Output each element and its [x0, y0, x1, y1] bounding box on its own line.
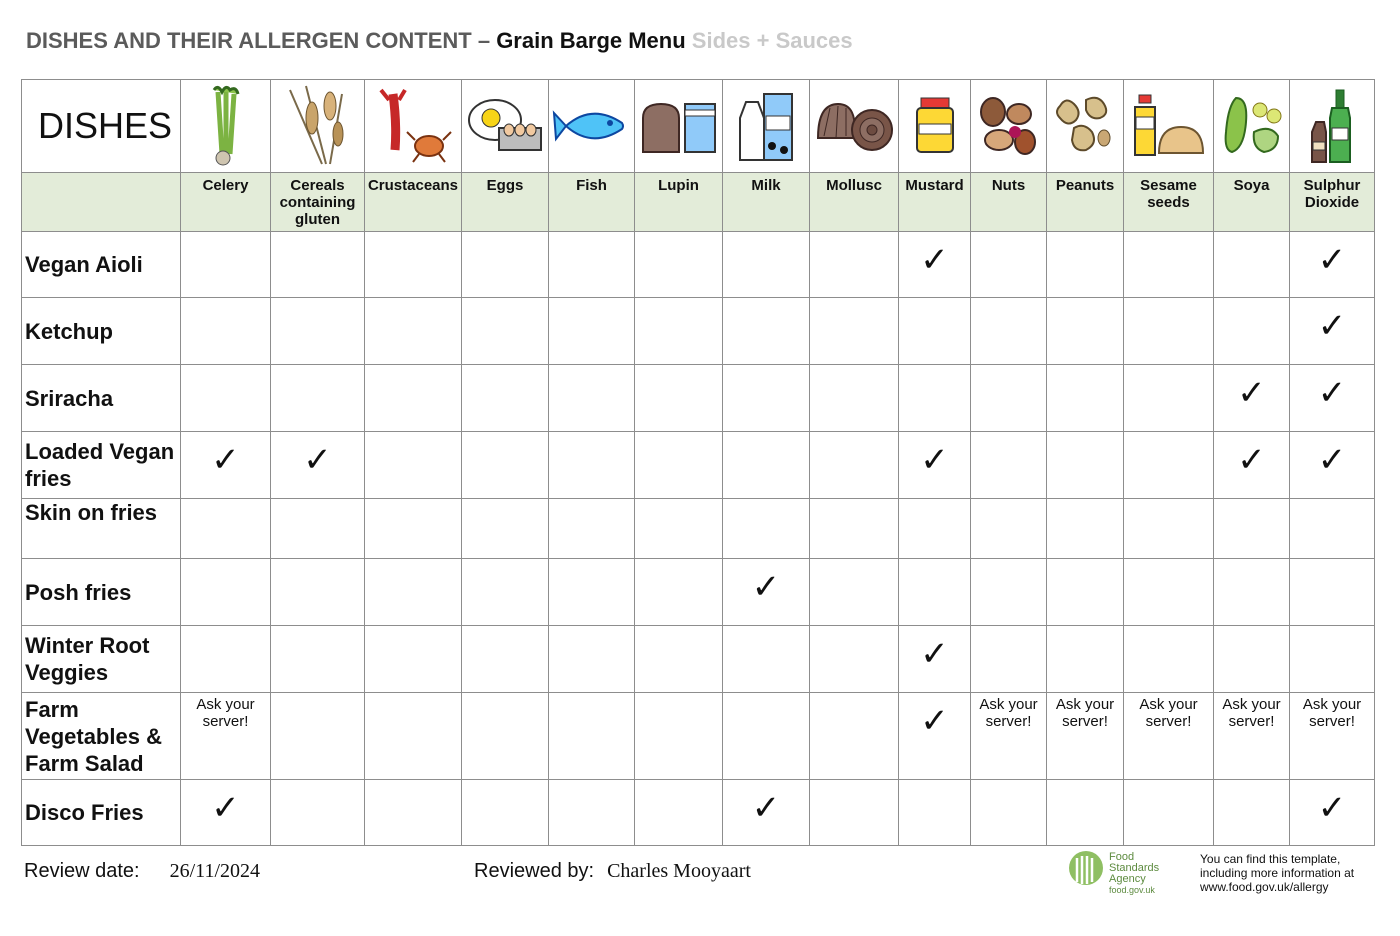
review-date-value: 26/11/2024	[169, 860, 260, 882]
allergen-tick: ✓	[899, 232, 971, 298]
empty-cell	[271, 298, 365, 365]
dish-row	[22, 780, 1375, 846]
empty-cell	[810, 298, 899, 365]
allergen-label-row	[22, 173, 1375, 232]
empty-cell	[810, 232, 899, 298]
reviewed-by-value: Charles Mooyaart	[607, 860, 751, 882]
empty-cell	[1124, 780, 1214, 846]
title-main: DISHES AND THEIR ALLERGEN CONTENT	[26, 28, 472, 53]
empty-cell	[971, 626, 1047, 693]
empty-cell	[1124, 559, 1214, 626]
empty-cell	[1124, 499, 1214, 559]
empty-cell	[1290, 626, 1375, 693]
empty-cell	[971, 559, 1047, 626]
empty-cell	[1124, 232, 1214, 298]
dish-row	[22, 432, 1375, 499]
empty-cell	[271, 365, 365, 432]
empty-cell	[971, 499, 1047, 559]
allergen-tick: ✓	[899, 432, 971, 499]
empty-cell	[810, 499, 899, 559]
empty-cell	[1047, 298, 1124, 365]
empty-cell	[549, 780, 635, 846]
empty-cell	[549, 298, 635, 365]
allergen-label: Lupin	[635, 173, 723, 232]
empty-cell	[462, 499, 549, 559]
empty-cell	[1214, 298, 1290, 365]
empty-cell	[635, 365, 723, 432]
allergen-label: Celery	[181, 173, 271, 232]
empty-cell	[181, 298, 271, 365]
empty-cell	[635, 559, 723, 626]
dish-name: Disco Fries	[22, 780, 181, 846]
dish-row	[22, 559, 1375, 626]
page-title	[26, 28, 853, 54]
reviewed-by-label: Reviewed by:	[474, 860, 595, 882]
empty-cell	[271, 626, 365, 693]
empty-cell	[365, 559, 462, 626]
empty-cell	[899, 365, 971, 432]
empty-cell	[271, 499, 365, 559]
empty-cell	[810, 780, 899, 846]
allergen-tick: ✓	[1214, 365, 1290, 432]
empty-cell	[181, 499, 271, 559]
dish-row	[22, 232, 1375, 298]
icon-row	[22, 80, 1375, 173]
empty-cell	[549, 432, 635, 499]
food-standards-agency-logo	[1068, 850, 1178, 898]
empty-cell	[181, 626, 271, 693]
empty-cell	[971, 780, 1047, 846]
empty-cell	[365, 499, 462, 559]
empty-cell	[1214, 232, 1290, 298]
empty-cell	[1124, 298, 1214, 365]
empty-cell	[365, 626, 462, 693]
empty-cell	[635, 780, 723, 846]
empty-cell	[635, 298, 723, 365]
allergen-label: Crustaceans	[365, 173, 462, 232]
ask-your-server-note: Ask your server!	[1290, 693, 1375, 780]
empty-cell	[462, 232, 549, 298]
title-menu: Grain Barge Menu	[496, 28, 686, 53]
empty-cell	[462, 298, 549, 365]
empty-cell	[271, 693, 365, 780]
allergen-tick: ✓	[1290, 232, 1375, 298]
empty-cell	[810, 626, 899, 693]
dish-row	[22, 298, 1375, 365]
allergen-label: Soya	[1214, 173, 1290, 232]
empty-cell	[365, 432, 462, 499]
empty-cell	[365, 780, 462, 846]
empty-cell	[723, 693, 810, 780]
empty-cell	[181, 365, 271, 432]
milk-icon	[723, 80, 810, 173]
mollusc-icon	[810, 80, 899, 173]
nuts-icon	[971, 80, 1047, 173]
allergen-label: Mustard	[899, 173, 971, 232]
allergen-label: Sulphur Dioxide	[1290, 173, 1375, 232]
empty-cell	[723, 298, 810, 365]
empty-cell	[723, 499, 810, 559]
empty-cell	[723, 626, 810, 693]
eggs-icon	[462, 80, 549, 173]
fsa-emblem-icon	[1068, 850, 1104, 890]
soya-icon	[1214, 80, 1290, 173]
dish-name: Skin on fries	[22, 499, 181, 559]
empty-cell	[1047, 559, 1124, 626]
allergen-tick: ✓	[723, 559, 810, 626]
empty-cell	[810, 365, 899, 432]
allergen-label: Eggs	[462, 173, 549, 232]
allergen-tick: ✓	[723, 780, 810, 846]
lupin-flour-icon	[635, 80, 723, 173]
empty-cell	[635, 499, 723, 559]
empty-cell	[462, 693, 549, 780]
empty-cell	[1214, 626, 1290, 693]
empty-cell	[365, 298, 462, 365]
empty-cell	[549, 499, 635, 559]
ask-your-server-note: Ask your server!	[971, 693, 1047, 780]
allergen-label: Milk	[723, 173, 810, 232]
empty-cell	[899, 780, 971, 846]
allergen-tick: ✓	[1290, 365, 1375, 432]
empty-cell	[1124, 626, 1214, 693]
peanuts-icon	[1047, 80, 1124, 173]
empty-cell	[1214, 559, 1290, 626]
ask-your-server-note: Ask your server!	[1124, 693, 1214, 780]
wheat-icon	[271, 80, 365, 173]
empty-cell	[971, 432, 1047, 499]
empty-cell	[1124, 432, 1214, 499]
empty-cell	[365, 365, 462, 432]
allergen-tick: ✓	[899, 693, 971, 780]
dish-name: Posh fries	[22, 559, 181, 626]
allergen-tick: ✓	[1290, 432, 1375, 499]
empty-cell	[462, 432, 549, 499]
empty-cell	[899, 499, 971, 559]
empty-cell	[723, 365, 810, 432]
empty-cell	[810, 693, 899, 780]
label-row-blank	[22, 173, 181, 232]
allergen-tick: ✓	[899, 626, 971, 693]
empty-cell	[723, 232, 810, 298]
dish-row	[22, 626, 1375, 693]
empty-cell	[549, 559, 635, 626]
empty-cell	[810, 559, 899, 626]
allergen-tick: ✓	[181, 432, 271, 499]
allergen-label: Cereals containing gluten	[271, 173, 365, 232]
empty-cell	[1047, 365, 1124, 432]
title-separator: –	[471, 28, 497, 53]
empty-cell	[635, 232, 723, 298]
empty-cell	[971, 298, 1047, 365]
empty-cell	[1047, 232, 1124, 298]
empty-cell	[181, 559, 271, 626]
empty-cell	[462, 626, 549, 693]
allergen-label: Peanuts	[1047, 173, 1124, 232]
dish-row	[22, 365, 1375, 432]
dish-name: Sriracha	[22, 365, 181, 432]
mustard-icon	[899, 80, 971, 173]
fsa-name: Food Standards Agency food.gov.uk	[1109, 851, 1160, 895]
empty-cell	[365, 693, 462, 780]
empty-cell	[723, 432, 810, 499]
empty-cell	[1047, 780, 1124, 846]
fish-icon	[549, 80, 635, 173]
empty-cell	[971, 232, 1047, 298]
empty-cell	[549, 232, 635, 298]
allergen-label: Nuts	[971, 173, 1047, 232]
empty-cell	[1047, 432, 1124, 499]
empty-cell	[1214, 499, 1290, 559]
ask-your-server-note: Ask your server!	[1047, 693, 1124, 780]
empty-cell	[549, 626, 635, 693]
ask-your-server-note: Ask your server!	[181, 693, 271, 780]
empty-cell	[181, 232, 271, 298]
empty-cell	[549, 365, 635, 432]
empty-cell	[365, 232, 462, 298]
allergen-table	[21, 79, 1375, 846]
empty-cell	[635, 626, 723, 693]
allergen-tick: ✓	[271, 432, 365, 499]
template-note: You can find this template, including more information at www.food.gov.uk/allergy	[1200, 852, 1355, 894]
dishes-heading: DISHES	[22, 80, 181, 173]
dish-name: Loaded Vegan fries	[22, 432, 181, 499]
allergen-tick: ✓	[1290, 780, 1375, 846]
empty-cell	[971, 365, 1047, 432]
allergen-label: Fish	[549, 173, 635, 232]
celery-icon	[181, 80, 271, 173]
reviewed-by	[474, 860, 751, 883]
empty-cell	[1214, 780, 1290, 846]
empty-cell	[462, 780, 549, 846]
dish-name: Vegan Aioli	[22, 232, 181, 298]
dish-name: Farm Vegetables & Farm Salad	[22, 693, 181, 780]
allergen-label: Mollusc	[810, 173, 899, 232]
dish-row	[22, 499, 1375, 559]
empty-cell	[271, 780, 365, 846]
crustaceans-icon	[365, 80, 462, 173]
dish-name: Ketchup	[22, 298, 181, 365]
review-date	[24, 860, 260, 883]
empty-cell	[1290, 559, 1375, 626]
ask-your-server-note: Ask your server!	[1214, 693, 1290, 780]
empty-cell	[810, 432, 899, 499]
empty-cell	[1290, 499, 1375, 559]
empty-cell	[271, 232, 365, 298]
title-section: Sides + Sauces	[691, 28, 853, 53]
review-date-label: Review date:	[24, 860, 140, 882]
empty-cell	[271, 559, 365, 626]
empty-cell	[899, 298, 971, 365]
empty-cell	[635, 693, 723, 780]
wine-beer-icon	[1290, 80, 1375, 173]
allergen-tick: ✓	[181, 780, 271, 846]
allergen-tick: ✓	[1214, 432, 1290, 499]
empty-cell	[1047, 626, 1124, 693]
empty-cell	[1124, 365, 1214, 432]
empty-cell	[462, 559, 549, 626]
empty-cell	[462, 365, 549, 432]
sesame-icon	[1124, 80, 1214, 173]
dish-name: Winter Root Veggies	[22, 626, 181, 693]
allergen-label: Sesame seeds	[1124, 173, 1214, 232]
dish-row	[22, 693, 1375, 780]
empty-cell	[1047, 499, 1124, 559]
empty-cell	[549, 693, 635, 780]
empty-cell	[635, 432, 723, 499]
empty-cell	[899, 559, 971, 626]
fsa-url: food.gov.uk	[1109, 885, 1155, 895]
allergen-tick: ✓	[1290, 298, 1375, 365]
